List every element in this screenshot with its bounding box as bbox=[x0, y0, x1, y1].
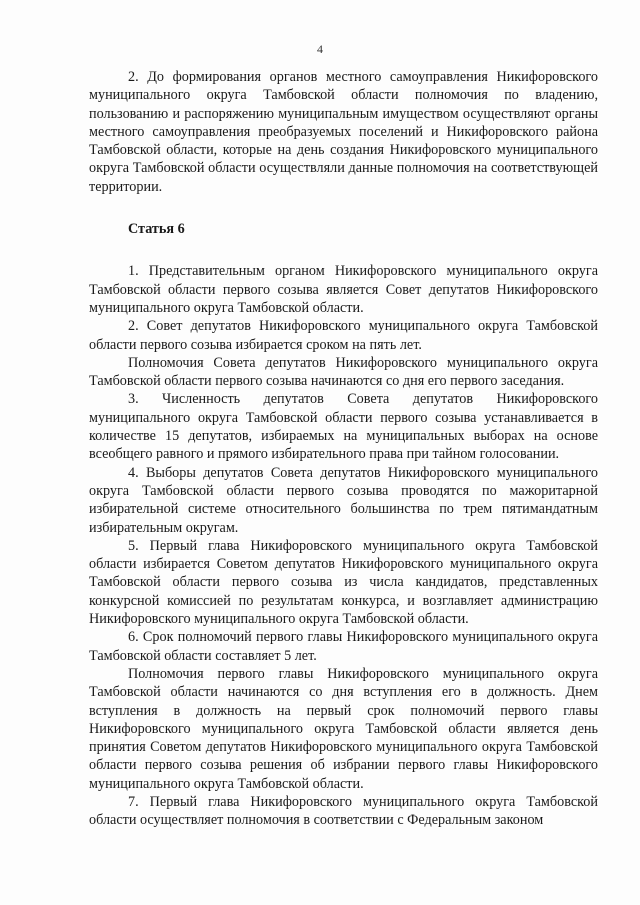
paragraph-6: 6. Срок полномочий первого главы Никифоровского муниципального округа Тамбовской области составляет 5 лет. bbox=[89, 629, 598, 664]
paragraph-1: 1. Представительным органом Никифоровского муниципального округа Тамбовской области первого созыва является Совет депутатов Никифоровского муниципального округа Тамбовской области. bbox=[89, 263, 598, 316]
paragraph-4: 4. Выборы депутатов Совета депутатов Никифоровского муниципального округа Тамбовской области первого созыва проводятся по мажоритарной избирательной системе относительного большинства по трем пятимандатным избирательным округам. bbox=[89, 464, 598, 536]
paragraph-7: 7. Первый глава Никифоровского муниципального округа Тамбовской области осуществляет полномочия в соответствии с Федеральным законом bbox=[89, 793, 598, 829]
article-heading: Статья 6 bbox=[128, 221, 185, 238]
paragraph-2: 2. Совет депутатов Никифоровского муниципального округа Тамбовской области первого созыва избирается сроком на пять лет. bbox=[89, 318, 598, 353]
document-body bbox=[89, 68, 598, 830]
paragraph-3: 3. Численность депутатов Совета депутатов Никифоровского муниципального округа Тамбовской области первого созыва устанавливается в количестве 15 депутатов, избираемых на муниципальных выборах на основе всеобщего равного и прямого избирательного права при тайном голосовании. bbox=[89, 391, 598, 463]
paragraph-6-cont: Полномочия первого главы Никифоровского муниципального округа Тамбовской области начинаются со дня вступления его в должность. Днем вступления в должность на первый срок полномочий первого главы Никифоровского муниципального округа Тамбовской области является день принятия Советом депутатов Никифоровского муниципального округа Тамбовской области первого созыва решения об избрании первого главы Никифоровского муниципального округа Тамбовской области. bbox=[89, 665, 598, 792]
paragraph-item-2-prev: 2. До формирования органов местного самоуправления Никифоровского муниципального округа Тамбовской области полномочия по владению, пользованию и распоряжению муниципальным имуществом осуществляют органы местного самоуправления преобразуемых поселений и Никифоровского района Тамбовской области, которые на день создания Никифоровского муниципального округа Тамбовской области осуществляли данные полномочия на соответствующей территории. bbox=[89, 69, 598, 195]
paragraph-2-cont: Полномочия Совета депутатов Никифоровского муниципального округа Тамбовской области первого созыва начинаются со дня его первого заседания. bbox=[89, 354, 598, 390]
page-number: 4 bbox=[317, 42, 323, 56]
paragraph-5: 5. Первый глава Никифоровского муниципального округа Тамбовской области избирается Советом депутатов Никифоровского муниципального округа Тамбовской области первого созыва из числа кандидатов, представленных конкурсной комиссией по результатам конкурса, и возглавляет администрацию Никифоровского муниципального округа Тамбовской области. bbox=[89, 537, 598, 628]
